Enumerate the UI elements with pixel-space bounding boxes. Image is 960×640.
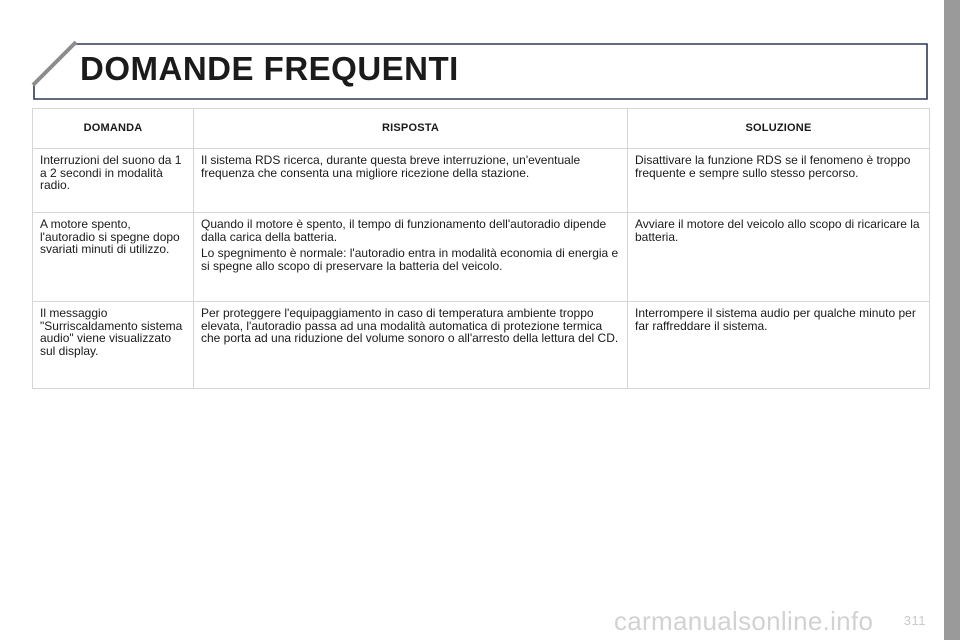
- table-header-row: [33, 109, 930, 149]
- cell-domanda: Il messaggio "Surriscaldamento sistema audio" viene visualizzato sul display.: [33, 302, 194, 389]
- title-banner: [0, 0, 945, 110]
- page-edge-bar: [944, 0, 960, 640]
- risposta-paragraph: Lo spegnimento è normale: l'autoradio entra in modalità economia di energia e si spegne allo scopo di preservare la batteria del veicolo.: [201, 246, 619, 273]
- table-row: [33, 149, 930, 213]
- risposta-paragraph: Quando il motore è spento, il tempo di funzionamento dell'autoradio dipende dalla carica della batteria.: [201, 217, 607, 244]
- cell-soluzione: Interrompere il sistema audio per qualche minuto per far raffreddare il sistema.: [628, 302, 930, 389]
- cell-soluzione: Avviare il motore del veicolo allo scopo di ricaricare la batteria.: [628, 213, 930, 302]
- cell-soluzione: Disattivare la funzione RDS se il fenomeno è troppo frequente e sempre sullo stesso percorso.: [628, 149, 930, 213]
- cell-risposta: [194, 213, 628, 302]
- risposta-paragraph: Il sistema RDS ricerca, durante questa breve interruzione, un'eventuale frequenza che consenta una migliore ricezione della stazione.: [201, 153, 581, 180]
- column-header-domanda: DOMANDA: [33, 109, 194, 149]
- column-header-risposta: RISPOSTA: [194, 109, 628, 149]
- faq-table: [32, 108, 930, 389]
- table-row: [33, 302, 930, 389]
- risposta-paragraph: Per proteggere l'equipaggiamento in caso di temperatura ambiente troppo elevata, l'autoradio passa ad una modalità automatica di protezione termica che porta ad una riduzione del volume sonoro o all'arresto della lettura del CD.: [201, 306, 619, 345]
- table-row: [33, 213, 930, 302]
- cell-risposta: [194, 149, 628, 213]
- column-header-soluzione: SOLUZIONE: [628, 109, 930, 149]
- cell-risposta: [194, 302, 628, 389]
- cell-domanda: A motore spento, l'autoradio si spegne dopo svariati minuti di utilizzo.: [33, 213, 194, 302]
- cell-domanda: Interruzioni del suono da 1 a 2 secondi in modalità radio.: [33, 149, 194, 213]
- watermark: carmanualsonline.info: [614, 606, 874, 636]
- page-number: 311: [903, 613, 926, 628]
- page-title: DOMANDE FREQUENTI: [80, 50, 459, 87]
